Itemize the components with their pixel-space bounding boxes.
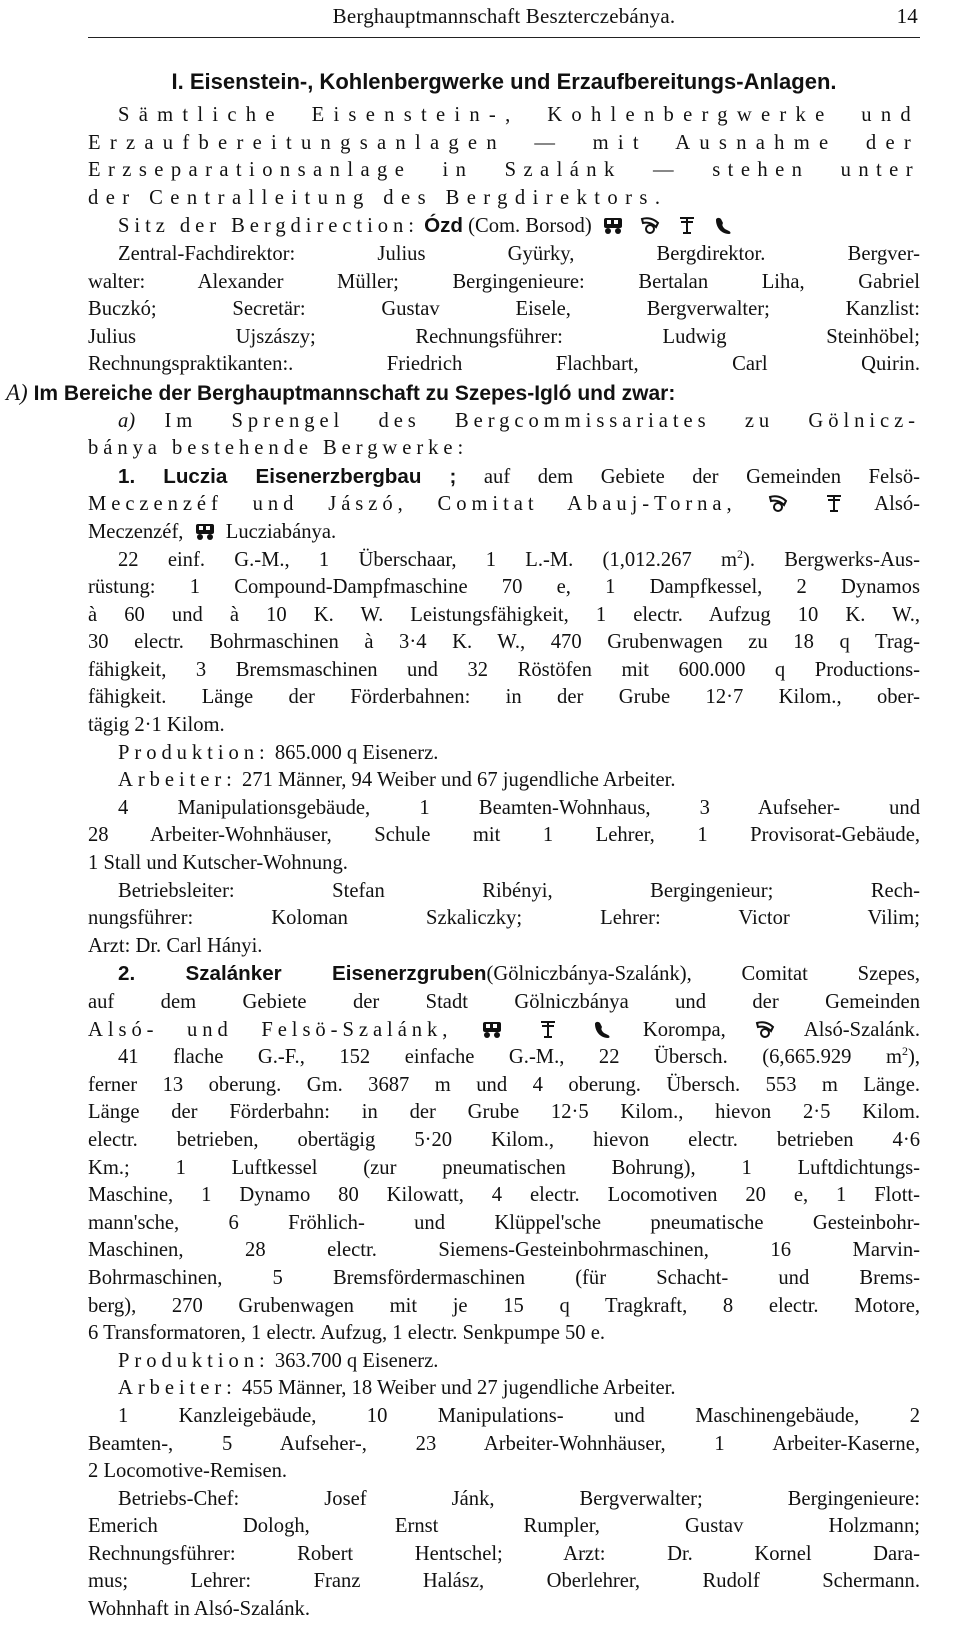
seat-label: Sitz der Bergdirection: <box>118 215 419 238</box>
equipment-line: Maschine, 1 Dynamo 80 Kilowatt, 4 electr. Locomotiven 20 e, 1 Flott- <box>88 1184 920 1207</box>
page-number: 14 <box>896 4 918 28</box>
staff-line: Betriebs-Chef: Josef Jánk, Bergverwalter; Bergingenieure: <box>118 1487 920 1510</box>
mine-name: 1. Luczia Eisenerzbergbau ; <box>118 464 457 488</box>
equipment-text: ). Bergwerks-Aus- <box>743 548 921 571</box>
telegraph-icon <box>676 215 698 235</box>
railway-station-icon <box>194 521 216 541</box>
equipment-text: ), <box>907 1046 920 1069</box>
header-title: Berghauptmannschaft Beszterczebánya. <box>332 4 676 28</box>
district-line: bánya bestehende Bergwerke: <box>88 437 469 460</box>
production-value: 363.700 q Eisenerz. <box>274 1349 439 1372</box>
mine-location: (Gölniczbánya-Szalánk), Comitat Szepes, <box>486 963 920 986</box>
production-label: Produktion: <box>118 741 270 764</box>
mine-location-line <box>88 491 920 519</box>
staff-line: Betriebsleiter: Stefan Ribényi, Bergingenieur; Rech- <box>118 879 920 902</box>
equipment-line: fähigkeit, 3 Bremsmaschinen und 32 Röstöfen mit 600.000 q Productions- <box>88 658 920 681</box>
intro-line: Erzaufbereitungsanlagen — mit Ausnahme der <box>88 131 920 154</box>
buildings-line: Beamten-, 5 Aufseher-, 23 Arbeiter-Wohnhäuser, 1 Arbeiter-Kaserne, <box>88 1432 920 1455</box>
equipment-line: Maschinen, 28 electr. Siemens-Gesteinbohrmaschinen, 16 Marvin- <box>88 1239 920 1262</box>
mine-location: Meczenzéf und Jászó, Comitat Abauj-Torna, <box>88 493 737 516</box>
mine-location: auf dem Gebiete der Gemeinden Felsö- <box>483 465 920 488</box>
mine-location: Alsó- und Felsö-Szalánk, <box>88 1018 453 1041</box>
intro-line: Sämtliche Eisenstein-, Kohlenbergwerke und <box>118 104 920 126</box>
equipment-line: Km.; 1 Luftkessel (zur pneumatischen Bohrung), 1 Luftdichtungs- <box>88 1156 920 1179</box>
mine-location: Alsó- <box>874 493 920 516</box>
equipment-line: tägig 2·1 Kilom. <box>88 714 225 737</box>
equipment-line: fähigkeit. Länge der Förderbahnen: in der Grube 12·7 Kilom., ober- <box>88 686 920 709</box>
equipment-line: 6 Transformatoren, 1 electr. Aufzug, 1 electr. Senkpumpe 50 e. <box>88 1322 606 1345</box>
production-label: Produktion: <box>118 1349 270 1372</box>
workers-value: 271 Männer, 94 Weiber und 67 jugendliche Arbeiter. <box>241 769 676 792</box>
mine-location-line <box>88 1017 920 1045</box>
staff-line: mus; Lehrer: Franz Halász, Oberlehrer, Rudolf Schermann. <box>88 1570 920 1593</box>
mine-title-line <box>88 960 920 989</box>
intro-line: Rechnungspraktikanten:. Friedrich Flachbart, Carl Quirin. <box>88 353 920 376</box>
equipment-line: berg), 270 Grubenwagen mit je 15 q Tragkraft, 8 electr. Motore, <box>88 1294 920 1317</box>
equipment-text: 22 einf. G.-M., 1 Überschaar, 1 L.-M. (1,012.267 m <box>118 548 738 571</box>
telegraph-icon <box>537 1019 559 1039</box>
intro-line: Zentral-Fachdirektor: Julius Gyürky, Bergdirektor. Bergver- <box>118 242 920 265</box>
area-letter: A) <box>6 379 28 405</box>
buildings-line: 1 Stall und Kutscher-Wohnung. <box>88 852 348 875</box>
buildings-line: 1 Kanzleigebäude, 10 Manipulations- und Maschinengebäude, 2 <box>118 1404 920 1427</box>
equipment-line: à 60 und à 10 K. W. Leistungsfähigkeit, 1 electr. Aufzug 10 K. W., <box>88 603 920 626</box>
post-office-icon <box>767 493 789 513</box>
mine-location-line: auf dem Gebiete der Stadt Gölniczbánya und der Gemeinden <box>88 991 920 1013</box>
seat-county: (Com. Borsod) <box>468 215 592 238</box>
area-heading <box>6 379 920 408</box>
mine-name: 2. Szalánker Eisenerzgruben <box>118 962 487 986</box>
production-value: 865.000 q Eisenerz. <box>274 741 439 764</box>
intro-line: Buczkó; Secretär: Gustav Eisele, Bergverwalter; Kanzlist: <box>88 298 920 321</box>
superscript: 2 <box>901 1044 908 1059</box>
telephone-icon <box>592 1019 614 1039</box>
staff-line: Emerich Dologh, Ernst Rumpler, Gustav Holzmann; <box>88 1515 920 1538</box>
staff-line: Rechnungsführer: Robert Hentschel; Arzt: Dr. Kornel Dara- <box>88 1542 920 1565</box>
running-header <box>88 2 920 32</box>
seat-place: Ózd <box>424 214 463 238</box>
buildings-line: 4 Manipulationsgebäude, 1 Beamten-Wohnhaus, 3 Aufseher- und <box>118 796 920 819</box>
section-title: I. Eisenstein-, Kohlenbergwerke und Erzaufbereitungs-Anlagen. <box>171 69 837 94</box>
equipment-line: ferner 13 oberung. Gm. 3687 m und 4 oberung. Übersch. 553 m Länge. <box>88 1073 920 1096</box>
workers-label: Arbeiter: <box>118 1377 237 1400</box>
equipment-line: electr. betrieben, obertägig 5·20 Kilom., hievon electr. betrieben 4·6 <box>88 1128 920 1151</box>
workers-line <box>88 767 920 795</box>
railway-station-icon <box>481 1019 503 1039</box>
production-line <box>88 740 920 768</box>
district-letter: a) <box>118 409 136 432</box>
equipment-line: Länge der Förderbahn: in der Grube 12·5 Kilom., hievon 2·5 Kilom. <box>88 1101 920 1124</box>
telephone-icon <box>713 215 735 235</box>
district-line <box>88 408 920 436</box>
mine-entry-szalank <box>88 960 920 1623</box>
equipment-line: Bohrmaschinen, 5 Bremsfördermaschinen (für Schacht- und Brems- <box>88 1266 920 1289</box>
equipment-text: 41 flache G.-F., 152 einfache G.-M., 22 Übersch. (6,665.929 m <box>118 1046 902 1069</box>
superscript: 2 <box>737 546 744 561</box>
equipment-line <box>88 547 920 575</box>
mine-entry-luczia <box>88 463 920 961</box>
workers-line <box>88 1375 920 1403</box>
railway-station-icon <box>602 215 624 235</box>
intro-line: Julius Ujszászy; Rechnungsführer: Ludwig Steinhöbel; <box>88 325 920 348</box>
staff-line: Wohnhaft in Alsó-Szalánk. <box>88 1598 310 1621</box>
intro-line: der Centralleitung des Bergdirektors. <box>88 186 668 209</box>
production-line <box>88 1348 920 1376</box>
equipment-line: mann'sche, 6 Fröhlich- und Klüppel'sche pneumatische Gesteinbohr- <box>88 1211 920 1234</box>
buildings-line: 28 Arbeiter-Wohnhäuser, Schule mit 1 Lehrer, 1 Provisorat-Gebäude, <box>88 824 920 847</box>
buildings-line: 2 Locomotive-Remisen. <box>88 1460 288 1483</box>
intro-block <box>88 102 920 379</box>
seat-line <box>88 212 920 241</box>
mine-location: Korompa, <box>642 1018 726 1041</box>
header-rule <box>88 37 920 38</box>
mine-location-line <box>88 519 920 547</box>
workers-value: 455 Männer, 18 Weiber und 27 jugendliche Arbeiter. <box>241 1377 676 1400</box>
post-office-icon <box>754 1019 776 1039</box>
staff-line: nungsführer: Koloman Szkaliczky; Lehrer: Victor Vilim; <box>88 907 920 930</box>
mine-location: Alsó-Szalánk. <box>803 1018 921 1041</box>
mine-title-line <box>88 463 920 492</box>
mine-location: Meczenzéf, <box>88 520 184 543</box>
intro-line: walter: Alexander Müller; Bergingenieure: Bertalan Liha, Gabriel <box>88 270 920 293</box>
equipment-line: rüstung: 1 Compound-Dampfmaschine 70 e, 1 Dampfkessel, 2 Dynamos <box>88 576 920 599</box>
equipment-line: 30 electr. Bohrmaschinen à 3·4 K. W., 470 Grubenwagen zu 18 q Trag- <box>88 631 920 654</box>
intro-line: Erzseparationsanlage in Szalánk — stehen unter <box>88 159 920 182</box>
staff-line: Arzt: Dr. Carl Hányi. <box>88 934 263 957</box>
workers-label: Arbeiter: <box>118 769 237 792</box>
telegraph-icon <box>823 493 845 513</box>
district-text: Im Sprengel des Bergcommissariates zu Gölnicz- <box>164 409 920 432</box>
mine-location: Lucziabánya. <box>225 520 337 543</box>
post-office-icon <box>639 215 661 235</box>
area-text: Im Bereiche der Berghauptmannschaft zu Szepes-Igló und zwar: <box>33 381 676 405</box>
equipment-line <box>88 1044 920 1072</box>
